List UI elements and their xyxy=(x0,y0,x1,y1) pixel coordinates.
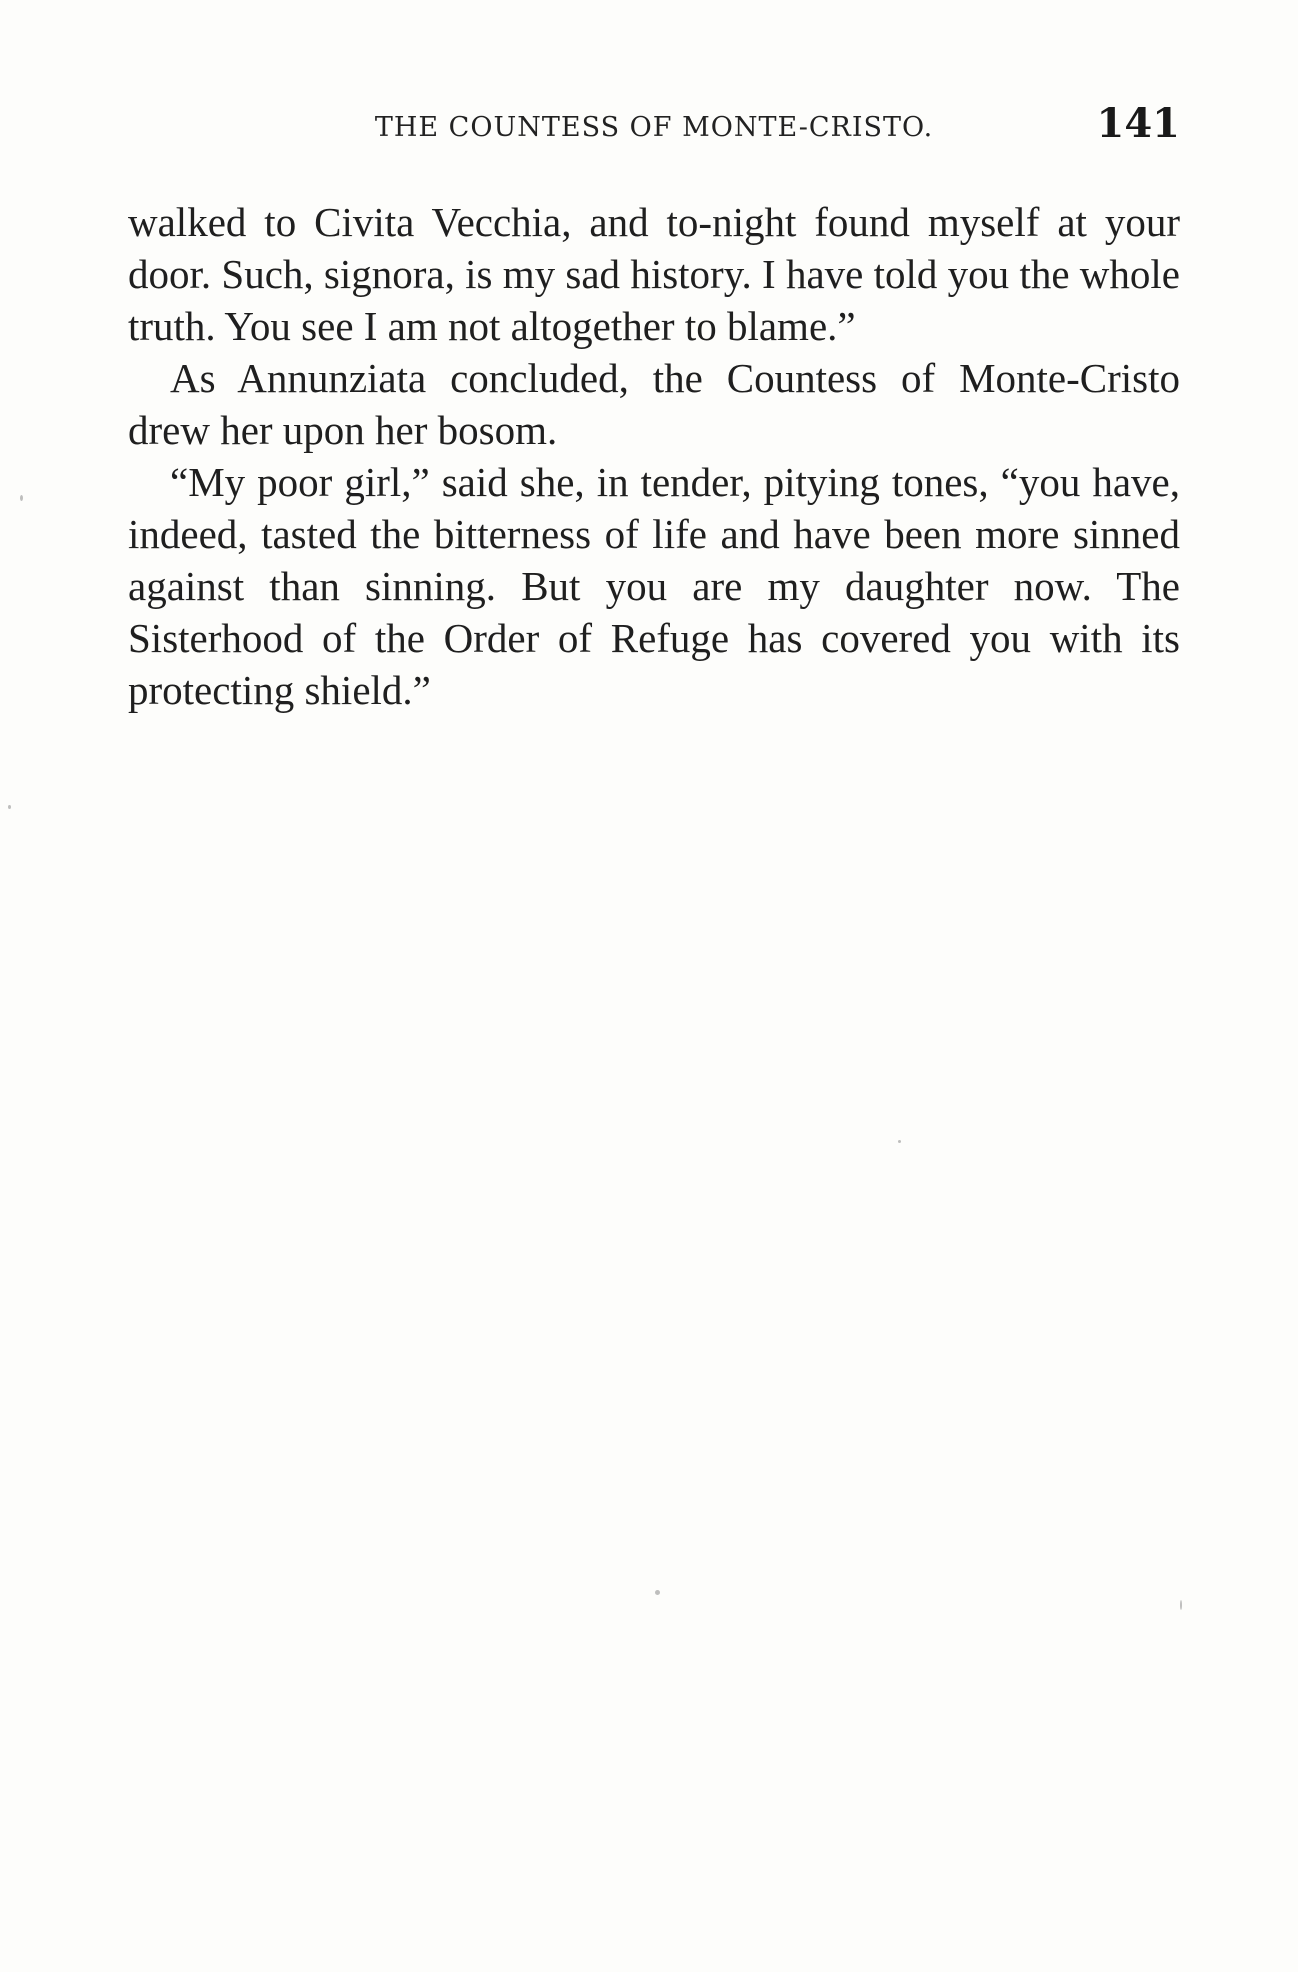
page-number: 141 xyxy=(1096,100,1180,147)
body-text xyxy=(128,196,1180,716)
scan-speck xyxy=(898,1140,901,1143)
paragraph-1: walked to Civita Vecchia, and to-night found myself at your door. Such, signora, is my sad history. I have told you the whole truth. You see I am not altogether to blame.” xyxy=(128,199,1180,349)
running-head xyxy=(128,100,1180,160)
scan-speck xyxy=(8,805,11,809)
scan-speck xyxy=(20,495,23,501)
paragraph-2: As Annunziata concluded, the Countess of Monte-Cristo drew her upon her bosom. xyxy=(128,355,1180,453)
scan-speck xyxy=(1180,1600,1182,1610)
running-title: THE COUNTESS OF MONTE-CRISTO. xyxy=(374,112,934,143)
paragraph-3: “My poor girl,” said she, in tender, pitying tones, “you have, indeed, tasted the bitterness of life and have been more sinned against than sinning. But you are my daughter now. The Sisterhood of the Order of Refuge has covered you with its protecting shield.” xyxy=(128,459,1180,713)
scan-speck xyxy=(655,1590,660,1595)
